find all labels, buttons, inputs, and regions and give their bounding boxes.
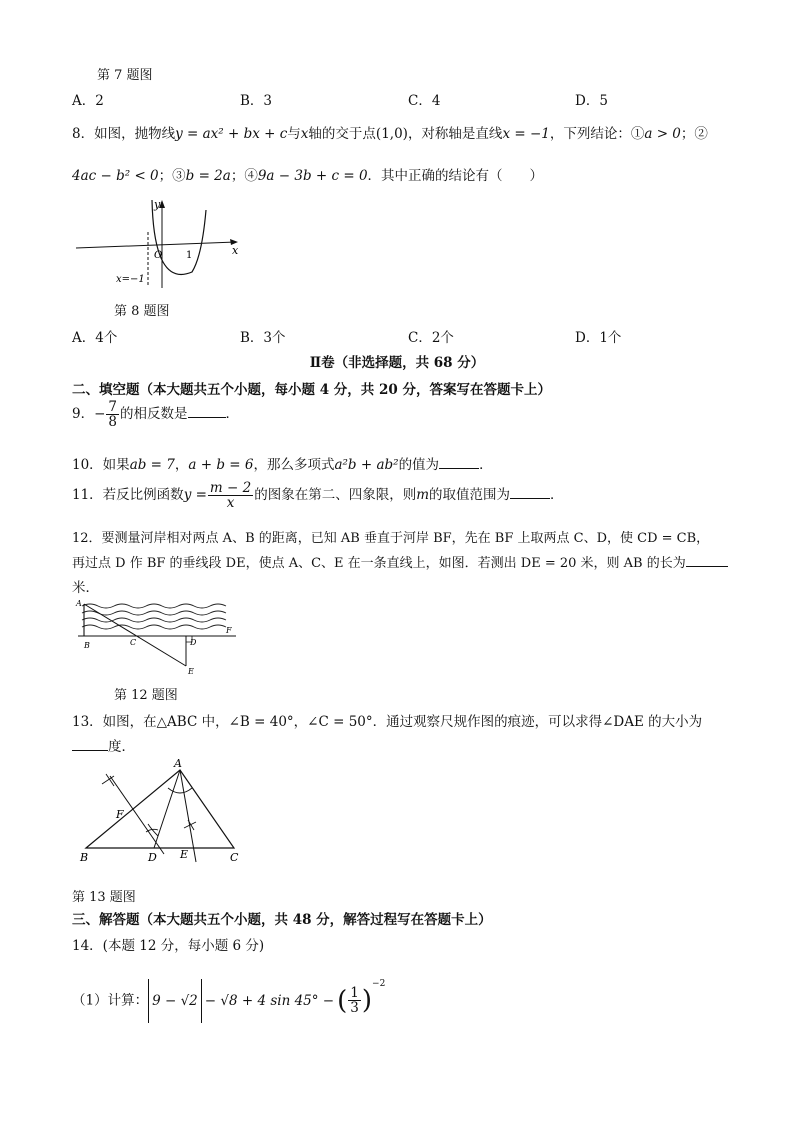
q13-label-b: B (80, 851, 89, 864)
q8-option-d: D．1个 (575, 330, 622, 346)
q8-label-y: y (154, 198, 161, 211)
q8-option-b: B．3个 (240, 330, 286, 346)
q12-wave-4 (82, 625, 226, 629)
q13-label-e: E (180, 848, 189, 861)
q12-line-1: 12．要测量河岸相对两点 A、B 的距离，已知 AB 垂直于河岸 BF，先在 BF 上取两点 C、D，使 CD = CB， (72, 531, 710, 546)
section2-heading: 二、填空题（本大题共五个小题，每小题 4 分，共 20 分，答案写在答题卡上） (72, 382, 551, 398)
q13-label-f: F (116, 808, 124, 821)
q12-wave-1 (82, 604, 226, 608)
q12-figure-caption: 第 12 题图 (114, 688, 178, 703)
q13-triangle-figure (72, 758, 244, 868)
q12-label-a: A (76, 599, 82, 608)
q12-line-3: 米． (72, 580, 99, 596)
q10-line: 10．如果ab = 7，a + b = 6，那么多项式a²b + ab²的值为 ． (72, 457, 493, 473)
q13-label-d: D (148, 851, 157, 864)
q7-figure-caption: 第 7 题图 (97, 68, 153, 83)
q9-answer-blank (188, 405, 226, 418)
q13-triangle-abc (86, 770, 234, 848)
q12-label-d: D (190, 638, 197, 647)
q9-fraction: $\frac{7}{8}$ (108, 399, 117, 431)
q8-parabola-figure (72, 196, 244, 290)
q13-label-c: C (230, 851, 239, 864)
q7-option-a: A．2 (72, 93, 104, 109)
q12-line-ae (84, 604, 186, 666)
q12-answer-blank (686, 554, 728, 567)
q12-wave-3 (82, 618, 226, 622)
q11-answer-blank (510, 486, 550, 499)
q8-option-c: C．2个 (408, 330, 454, 346)
q7-option-b: B．3 (240, 93, 273, 109)
q8-line-1: 8．如图，抛物线y = ax² + bx + c与x轴的交于点(1,0)，对称轴是直线x = −1，下列结论：①a > 0；② (72, 126, 708, 142)
q8-parabola (152, 200, 206, 274)
q8-figure-caption: 第 8 题图 (114, 304, 170, 319)
q7-option-c: C．4 (408, 93, 441, 109)
q12-label-c: C (130, 638, 137, 647)
q13-arc-3 (168, 788, 192, 793)
q13-line-ad (154, 770, 180, 848)
q13-figure-caption: 第 13 题图 (72, 890, 136, 905)
q14-exponent: −2 (372, 979, 386, 989)
q12-label-b: B (84, 641, 90, 650)
q14-sub1: （1）计算： 9 − √2 − √8 + 4 sin 45° − ( $\frac{1}{3}$ )$^{-2}$ (72, 964, 385, 1023)
q8-option-a: A．4个 (72, 330, 118, 346)
q8-label-one: 1 (186, 250, 193, 261)
q12-line-2: 再过点 D 作 BF 的垂线段 DE，使点 A、C、E 在一条直线上，如图．若测出 DE = 20 米，则 AB 的长为 (72, 552, 728, 571)
q8-label-axis: x=−1 (116, 274, 145, 285)
q12-label-e: E (188, 667, 194, 676)
q11-fraction: $\frac{m - 2}{x}$ (209, 480, 252, 512)
q14-left-paren: ( (337, 985, 348, 1016)
section3-heading: 三、解答题（本大题共五个小题，共 48 分，解答过程写在答题卡上） (72, 912, 492, 928)
q8-line-2: 4ac − b² < 0；③b = 2a；④9a − 3b + c = 0．其中正确的结论有（ ） (72, 168, 544, 184)
q10-answer-blank (439, 456, 479, 469)
q13-line-1: 13．如图，在△ABC 中，∠B = 40°，∠C = 50°．通过观察尺规作图的痕迹，可以求得∠DAE 的大小为 (72, 714, 703, 730)
part2-title: Ⅱ卷（非选择题，共 68 分） (309, 355, 485, 371)
q8-label-o: O (154, 250, 163, 261)
q12-label-f: F (226, 626, 232, 635)
q13-label-a: A (174, 758, 182, 770)
q14-absolute-value: 9 − √2 (148, 979, 202, 1023)
q11-line: 11．若反比例函数y = $\frac{m - 2}{x}$ 的图象在第二、四象限，则m的取值范围为 ． (72, 480, 564, 512)
q14-fraction: $\frac{1}{3}$ (350, 984, 359, 1016)
q12-wave-2 (82, 611, 226, 615)
q12-river-figure (72, 598, 240, 678)
q13-line-2: 度． (72, 735, 135, 755)
q8-label-x: x (232, 244, 239, 257)
q14-right-paren: ) (361, 985, 373, 1016)
q7-option-d: D．5 (575, 93, 608, 109)
q14-header: 14．(本题 12 分，每小题 6 分) (72, 938, 265, 954)
q13-answer-blank (72, 738, 108, 751)
q9-line: 9．− $\frac{7}{8}$ 的相反数是 ． (72, 399, 239, 431)
